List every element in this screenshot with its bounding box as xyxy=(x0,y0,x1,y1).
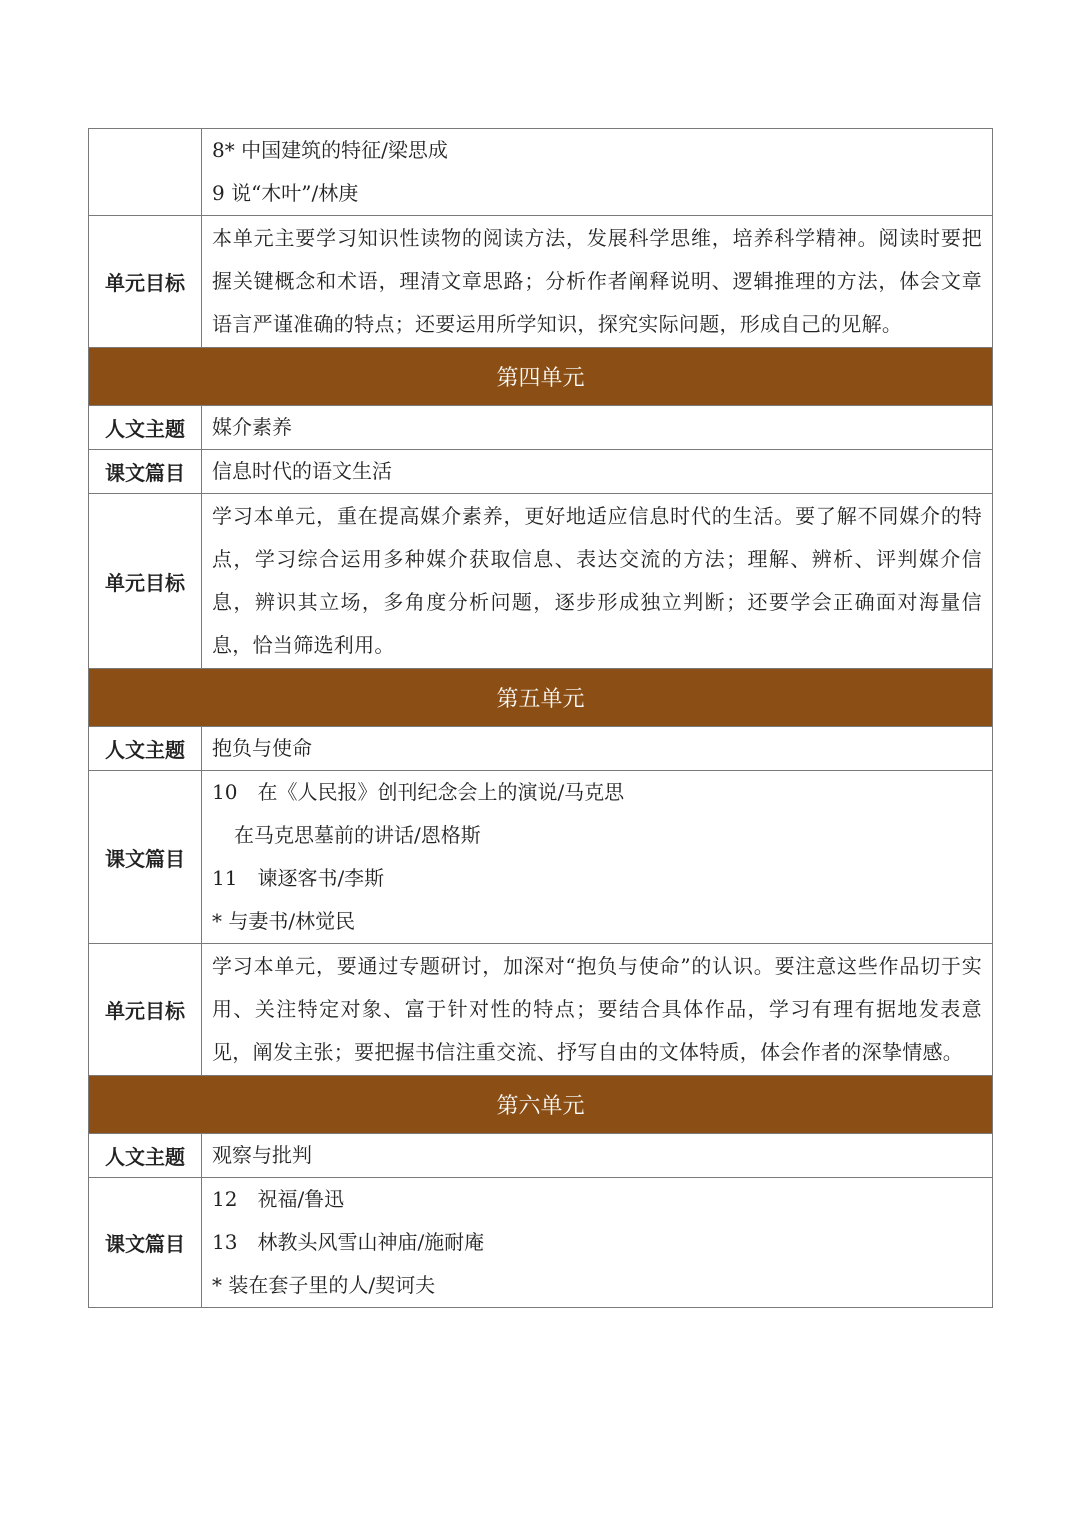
texts-label: 课文篇目 xyxy=(89,1178,202,1308)
goal-label: 单元目标 xyxy=(89,494,202,669)
text-item: * 与妻书/林觉民 xyxy=(212,909,356,933)
theme-value xyxy=(202,406,993,450)
text-item: 9 说“木叶”/林庚 xyxy=(212,181,359,205)
text-item: 12 祝福/鲁迅 xyxy=(212,1187,345,1211)
texts-value xyxy=(202,771,993,944)
goal-text: 学习本单元，重在提高媒介素养，更好地适应信息时代的生活。要了解不同媒介的特点，学习综合运用多种媒介获取信息、表达交流的方法；理解、辨析、评判媒介信息，辨识其立场，多角度分析问题，逐步形成独立判断；还要学会正确面对海量信息，恰当筛选利用。 xyxy=(212,504,982,657)
theme-label: 人文主题 xyxy=(89,406,202,450)
unit4-theme-row xyxy=(89,406,993,450)
theme-value xyxy=(202,727,993,771)
unit6-theme-row xyxy=(89,1134,993,1178)
theme-value xyxy=(202,1134,993,1178)
unit5-goal-row xyxy=(89,944,993,1076)
unit3-goal-row xyxy=(89,216,993,348)
unit3-texts-row xyxy=(89,129,993,216)
goal-label: 单元目标 xyxy=(89,944,202,1076)
text-item: 13 林教头风雪山神庙/施耐庵 xyxy=(212,1230,485,1254)
theme-label: 人文主题 xyxy=(89,727,202,771)
text-item: 8* 中国建筑的特征/梁思成 xyxy=(212,138,448,162)
syllabus-table xyxy=(88,128,993,1308)
texts-label: 课文篇目 xyxy=(89,771,202,944)
theme-text: 媒介素养 xyxy=(212,415,292,439)
texts-value xyxy=(202,450,993,494)
unit5-theme-row xyxy=(89,727,993,771)
unit-title: 第五单元 xyxy=(89,669,993,727)
texts-value xyxy=(202,1178,993,1308)
unit5-header-row xyxy=(89,669,993,727)
goal-text: 本单元主要学习知识性读物的阅读方法，发展科学思维，培养科学精神。阅读时要把握关键概念和术语，理清文章思路；分析作者阐释说明、逻辑推理的方法，体会文章语言严谨准确的特点；还要运用所学知识，探究实际问题，形成自己的见解。 xyxy=(212,226,982,336)
unit5-texts-row xyxy=(89,771,993,944)
theme-text: 观察与批判 xyxy=(212,1143,312,1167)
theme-text: 抱负与使命 xyxy=(212,736,312,760)
text-item: 11 谏逐客书/李斯 xyxy=(212,866,385,890)
text-item: * 装在套子里的人/契诃夫 xyxy=(212,1273,436,1297)
goal-label: 单元目标 xyxy=(89,216,202,348)
unit3-texts-label-cell xyxy=(89,129,202,216)
unit-title: 第六单元 xyxy=(89,1076,993,1134)
text-item: 信息时代的语文生活 xyxy=(212,459,392,483)
unit3-goal-cell xyxy=(202,216,993,348)
unit4-header-row xyxy=(89,348,993,406)
goal-text: 学习本单元，要通过专题研讨，加深对“抱负与使命”的认识。要注意这些作品切于实用、关注特定对象、富于针对性的特点；要结合具体作品，学习有理有据地发表意见，阐发主张；要把握书信注重交流、抒写自由的文体特质，体会作者的深挚情感。 xyxy=(212,954,982,1064)
unit4-texts-row xyxy=(89,450,993,494)
unit3-texts-cell xyxy=(202,129,993,216)
texts-label: 课文篇目 xyxy=(89,450,202,494)
unit4-goal-row xyxy=(89,494,993,669)
text-item: 10 在《人民报》创刊纪念会上的演说/马克思 xyxy=(212,780,625,804)
unit6-header-row xyxy=(89,1076,993,1134)
theme-label: 人文主题 xyxy=(89,1134,202,1178)
text-item: 在马克思墓前的讲话/恩格斯 xyxy=(234,823,481,847)
unit4-goal-cell xyxy=(202,494,993,669)
unit5-goal-cell xyxy=(202,944,993,1076)
unit-title: 第四单元 xyxy=(89,348,993,406)
unit6-texts-row xyxy=(89,1178,993,1308)
